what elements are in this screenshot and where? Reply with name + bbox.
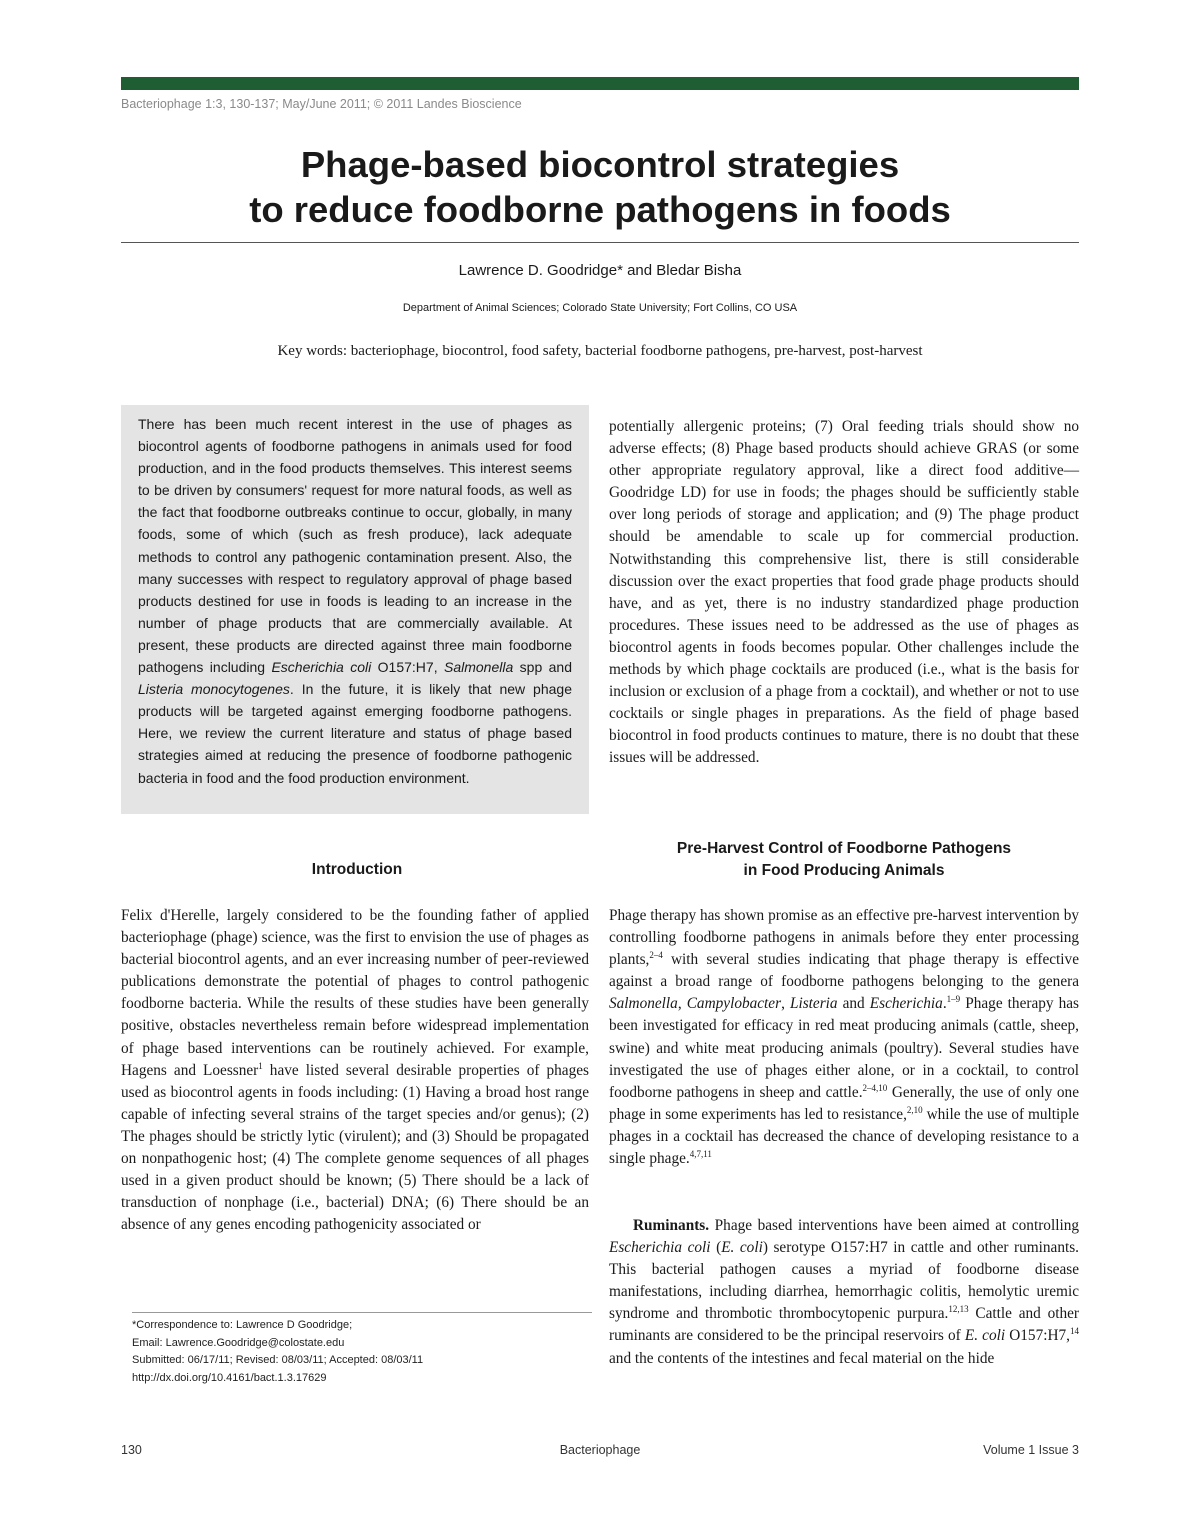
title-line-1: Phage-based biocontrol strategies xyxy=(300,144,900,185)
page-number: 130 xyxy=(121,1443,142,1457)
authors: Lawrence D. Goodridge* and Bledar Bisha xyxy=(458,262,742,279)
footnote-doi[interactable]: http://dx.doi.org/10.4161/bact.1.3.17629 xyxy=(132,1371,327,1384)
footnote-dates: Submitted: 06/17/11; Revised: 08/03/11; Accepted: 08/03/11 xyxy=(132,1354,424,1367)
ruminants-paragraph: Ruminants. Phage based interventions have been aimed at controlling Escherichia coli (E. coli) serotype O157:H7 in cattle and other ruminants. This bacterial pathogen causes a myriad of foodborne disease manifestations, including diarrhea, hemorrhagic colitis, hemolytic uremic syndrome and thrombotic thrombocytopenic purpura.$^{12,13}$ Cattle and other ruminants are considered to be the principal reservoirs of E. coli O157:H7,14 and the contents of the intestines and fecal material on the hide xyxy=(609,1217,1080,1367)
abstract-text: There has been much recent interest in the use of phages as biocontrol agents of foodborne pathogens in animals used for food production, and in the food products themselves. This interest seems to be driven by consumers' request for more natural foods, as well as the fact that foodborne outbreaks continue to occur, globally, in many foods, some of which (such as fresh produce), lack adequate methods to control any pathogenic contamination present. Also, the many successes with respect to regulatory approval of phage based products destined for use in foods is leading to an increase in the number of phage products that are commercially available. At present, these products are directed against three main foodborne pathogens including Escherichia coli O157:H7, Salmonella spp and Listeria monocytogenes. In the future, it is likely that new phage products will be targeted against emerging foodborne pathogens. Here, we review the current literature and status of phage based strategies aimed at reducing the presence of foodborne pathogenic bacteria in food and the food production environment. xyxy=(138,416,572,786)
citation-line: Bacteriophage 1:3, 130-137; May/June 2011; © 2011 Landes Bioscience xyxy=(121,97,522,111)
title-line-2: to reduce foodborne pathogens in foods xyxy=(249,189,951,230)
introduction-heading: Introduction xyxy=(311,861,403,878)
footnote-correspondence: *Correspondence to: Lawrence D Goodridge; xyxy=(132,1319,353,1331)
ruminants-label: Ruminants. xyxy=(633,1217,710,1234)
header-accent-bar xyxy=(121,77,1079,90)
correspondence-footnote xyxy=(132,1312,592,1387)
footnote-email[interactable]: Email: Lawrence.Goodridge@colostate.edu xyxy=(132,1336,345,1349)
footer-journal: Bacteriophage xyxy=(559,1443,641,1457)
continuation-paragraph: potentially allergenic proteins; (7) Oral feeding trials should show no adverse effects; (8) Phage based products should achieve GRAS (or some other appropriate regulatory approval, like a direct food additive—Goodridge LD) for use in foods; the phages should be sufficiently stable over long periods of storage and application; and (9) The phage product should be amendable to scale up for commercial production. Notwithstanding this comprehensive list, there is still considerable discussion over the exact properties that food grade phage products should have, and as yet, there is no industry standardized phage production procedures. These issues need to be addressed as the use of phages as biocontrol agents in foods becomes popular. Other challenges include the methods by which phage cocktails are produced (i.e., what is the basis for inclusion or exclusion of a phage from a cocktail), and whether or not to use cocktails or single phages in preparations. As the field of phage based biocontrol in food products continues to mature, there is no doubt that these issues will be addressed. xyxy=(609,418,1079,767)
pre-harvest-heading: Pre-Harvest Control of Foodborne Pathogens in Food Producing Animals xyxy=(676,840,1012,879)
keywords: Key words: bacteriophage, biocontrol, food safety, bacterial foodborne pathogens, pre-harvest, post-harvest xyxy=(277,343,923,359)
article-title xyxy=(121,142,1079,232)
title-rule xyxy=(121,242,1079,243)
affiliation: Department of Animal Sciences; Colorado State University; Fort Collins, CO USA xyxy=(402,302,798,314)
introduction-paragraph: Felix d'Herelle, largely considered to be the founding father of applied bacteriophage (phage) science, was the first to envision the use of phages as bacterial biocontrol agents, and an ever increasing number of peer-reviewed publications demonstrate the potential of phages to control pathogenic foodborne bacteria. While the results of these studies have been generally positive, obstacles nevertheless remain before widespread implementation of phage based interventions can be routinely achieved. For example, Hagens and Loessner$^1$ have listed several desirable properties of phages used as biocontrol agents in foods including: (1) Having a broad host range capable of infecting several strains of the target species and/or genus); (2) The phages should be strictly lytic (virulent); and (3) Should be propagated on nonpathogenic host; (4) The complete genome sequences of all phages used in a given product should be known; (5) There should be a lack of transduction of nonphage (i.e., bacterial) DNA; (6) There should be an absence of any genes encoding pathogenicity associated or xyxy=(121,907,589,1234)
footer-volume: Volume 1 Issue 3 xyxy=(983,1443,1079,1457)
abstract-box xyxy=(121,405,589,814)
pre-harvest-paragraph: Phage therapy has shown promise as an effective pre-harvest intervention by controlling foodborne pathogens in animals before they enter processing plants,$^{2-4}$ with several studies indicating that phage therapy is effective against a broad range of foodborne pathogens belonging to the genera Salmonella, Campylobacter, Listeria and Escherichia.$^{1-9}$ Phage therapy has been investigated for efficacy in red meat producing animals (cattle, sheep, swine) and white meat producing animals (poultry). Several studies have investigated the use of phages either alone, or in a cocktail, to control foodborne pathogens in sheep and cattle.$^{2-4,10}$ Generally, the use of only one phage in some experiments has led to resistance,$^{2,10}$ while the use of multiple phages in a cocktail has decreased the chance of developing resistance to a single phage.$^{4,7,11}$ xyxy=(609,907,1079,1168)
